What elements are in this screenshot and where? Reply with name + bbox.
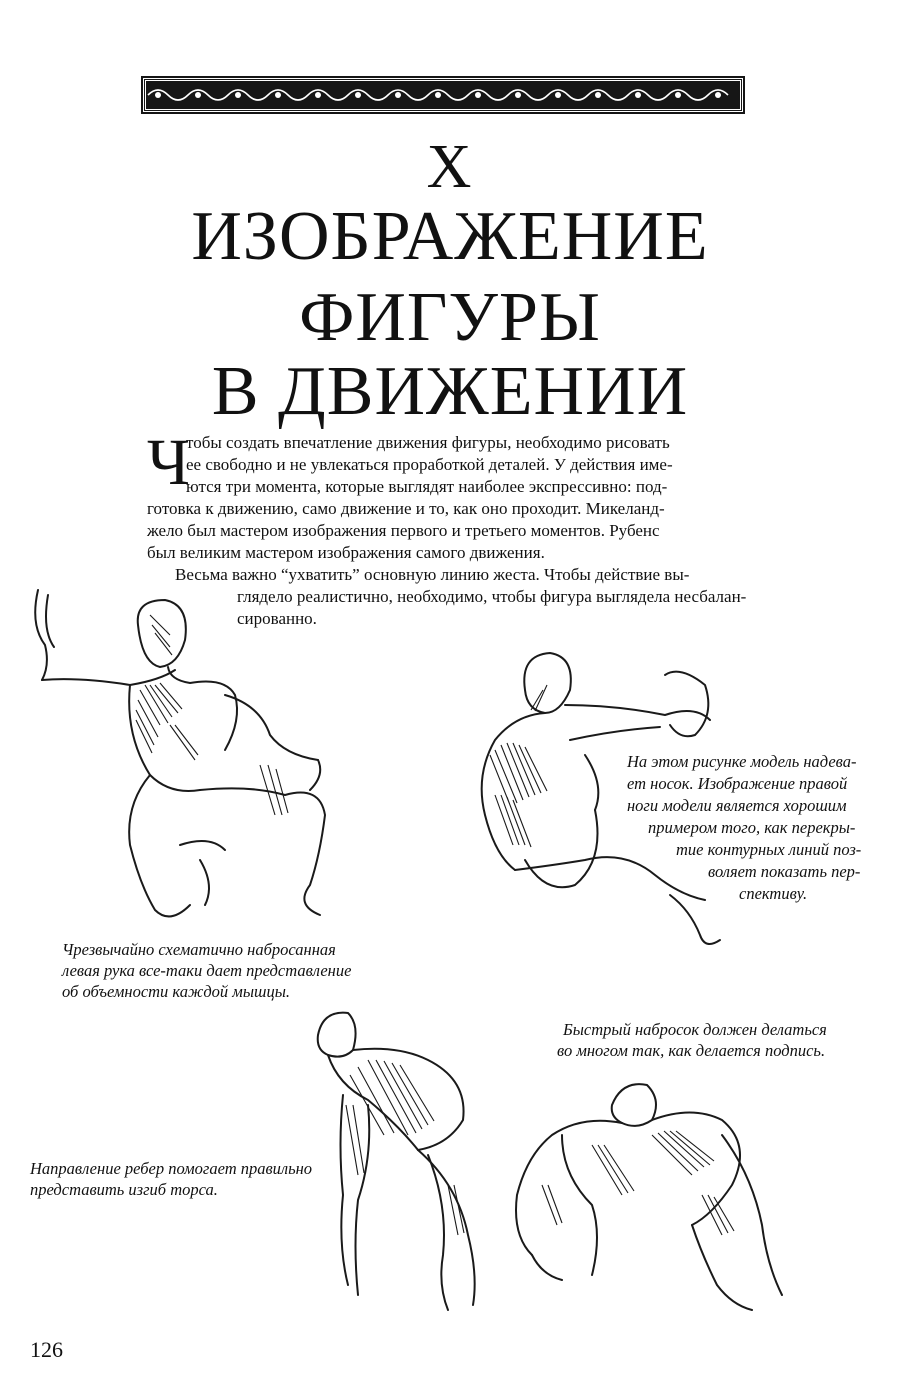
kneeling-figure-sketch xyxy=(20,585,350,930)
intro-line: был великим мастером изображения самого движения. xyxy=(147,543,545,562)
caption-sock-line: ет носок. Изображение правой xyxy=(627,774,848,793)
chapter-title-line-2: ФИГУРЫ xyxy=(299,279,601,356)
ornament-band xyxy=(143,78,743,112)
caption-left-arm-line: Чрезвычайно схематично набросанная xyxy=(62,940,336,959)
caption-sock-line: примером того, как перекры- xyxy=(648,818,856,837)
caption-ribs-line: Направление ребер помогает правильно xyxy=(30,1159,313,1178)
intro-line: глядело реалистично, необходимо, чтобы фигура выглядела несбалан- xyxy=(237,587,747,606)
page-number: 126 xyxy=(30,1337,63,1362)
caption-sock-line: тие контурных линий поз- xyxy=(676,840,862,859)
caption-left-arm-line: об объемности каждой мышцы. xyxy=(62,982,291,1001)
caption-sock-line: воляет показать пер- xyxy=(708,862,861,881)
intro-line: ются три момента, которые выглядят наиболее экспрессивно: под- xyxy=(186,477,668,496)
caption-quick-sketch-line: Быстрый набросок должен делаться xyxy=(563,1020,827,1039)
chapter-title-line-1: ИЗОБРАЖЕНИЕ xyxy=(191,198,709,275)
chapter-title-line-3: В ДВИЖЕНИИ xyxy=(211,353,689,430)
caption-quick-sketch-line: во многом так, как делается подпись. xyxy=(557,1041,826,1060)
bending-figure-sketch xyxy=(298,1005,498,1315)
intro-line: Весьма важно “ухватить” основную линию жеста. Чтобы действие вы- xyxy=(175,565,690,584)
intro-line: жело был мастером изображения первого и третьего моментов. Рубенс xyxy=(147,521,660,540)
intro-line: ее свободно и не увлекаться проработкой деталей. У действия име- xyxy=(186,455,673,474)
intro-line: тобы создать впечатление движения фигуры, необходимо рисовать xyxy=(186,433,670,452)
intro-line: готовка к движению, само движение и то, как оно проходит. Микеланд- xyxy=(147,499,665,518)
arched-figure-sketch xyxy=(502,1075,802,1315)
caption-sock-line: На этом рисунке модель надева- xyxy=(627,752,857,771)
chapter-number: X xyxy=(426,133,474,201)
drop-cap: Ч xyxy=(147,426,190,499)
caption-left-arm-line: левая рука все-таки дает представление xyxy=(62,961,352,980)
caption-sock-line: ноги модели является хорошим xyxy=(627,796,847,815)
intro-line: сированно. xyxy=(237,609,317,628)
caption-sock-line: спективу. xyxy=(739,884,808,903)
caption-ribs-line: представить изгиб торса. xyxy=(30,1180,218,1199)
ornament-pattern-icon xyxy=(146,81,740,109)
